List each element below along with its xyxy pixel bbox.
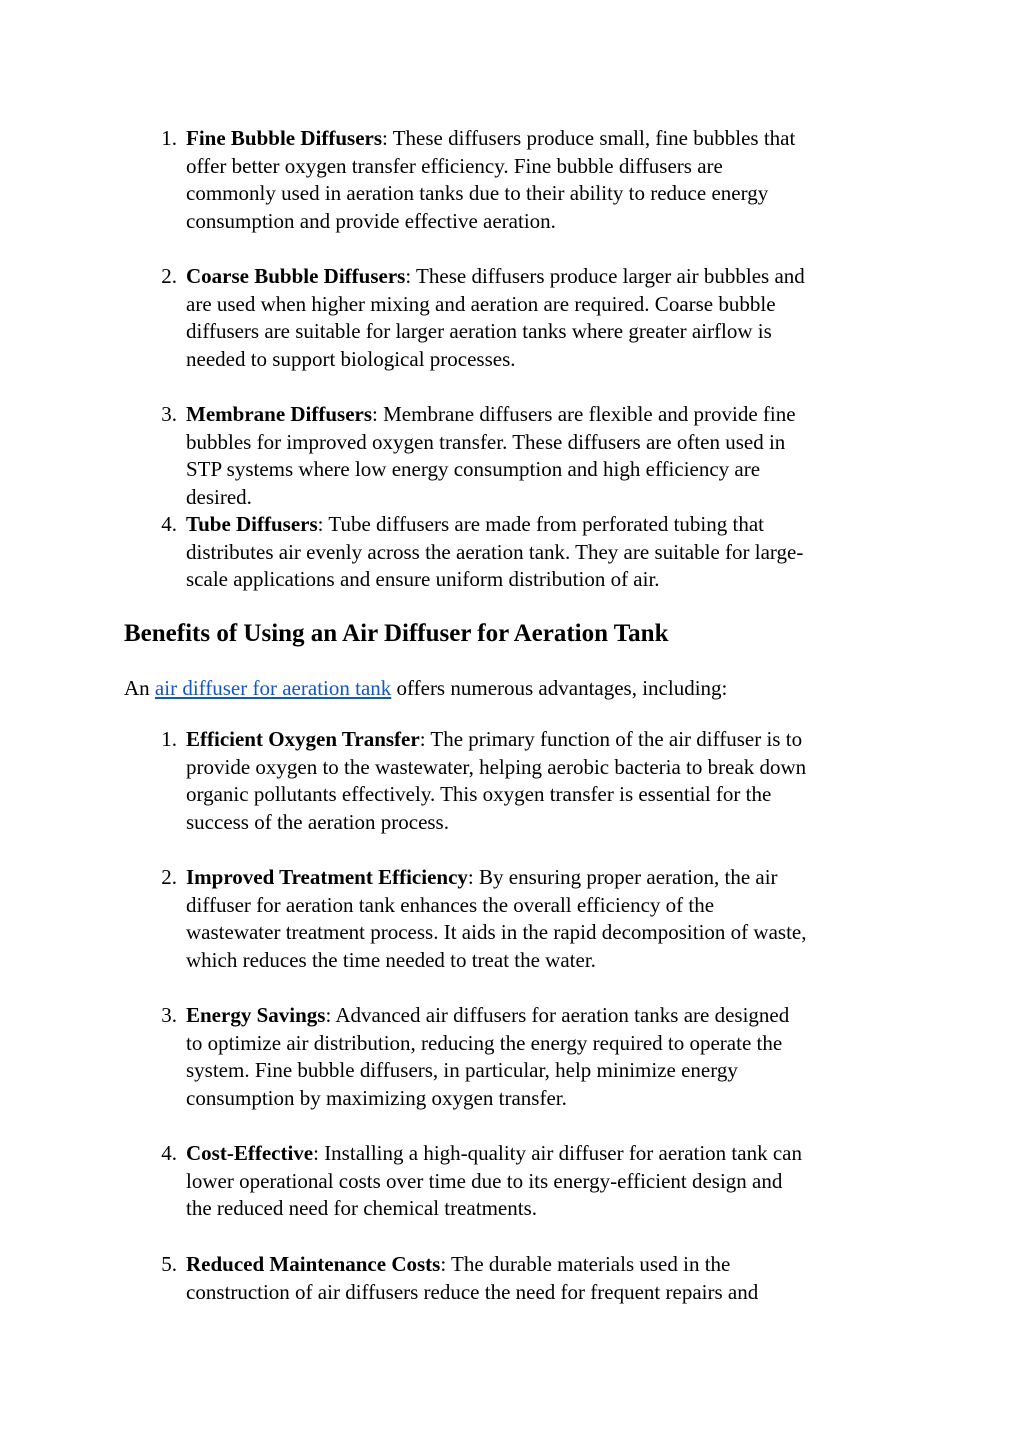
list-item-text	[186, 1251, 898, 1306]
list-item-term: Cost-Effective	[186, 1141, 314, 1165]
list-item-text	[186, 401, 898, 511]
list-item-line: : Installing a high-quality air diffuser for aeration tank can	[313, 1141, 802, 1165]
list-item-line: diffusers are suitable for larger aeration tanks where greater airflow is	[186, 319, 772, 344]
list-item-line: system. Fine bubble diffusers, in particular, help minimize energy	[186, 1058, 738, 1083]
list-number: 3.	[161, 1003, 177, 1027]
list-item-line: : Membrane diffusers are flexible and provide fine	[372, 402, 796, 426]
intro-prefix: An	[124, 676, 155, 700]
list-item-line: consumption and provide effective aeration.	[186, 208, 556, 233]
list-item-line: construction of air diffusers reduce the need for frequent repairs and	[186, 1279, 759, 1304]
list-item-line: : Tube diffusers are made from perforated tubing that	[317, 512, 765, 536]
list-item-line: STP systems where low energy consumption and high efficiency are	[186, 457, 761, 482]
list-item-line: consumption by maximizing oxygen transfer.	[186, 1085, 567, 1110]
list-number: 4.	[161, 512, 177, 536]
list-item-term: Tube Diffusers	[186, 512, 318, 536]
list-item-line: wastewater treatment process. It aids in the rapid decomposition of waste,	[186, 920, 807, 945]
list-item-line: distributes air evenly across the aeration tank. They are suitable for large-	[186, 539, 804, 564]
list-item-term: Reduced Maintenance Costs	[186, 1252, 441, 1276]
list-number: 2.	[161, 264, 177, 288]
list-number: 1.	[161, 126, 177, 150]
list-item-line: : The primary function of the air diffuser is to	[419, 727, 803, 751]
list-item-line: provide oxygen to the wastewater, helping aerobic bacteria to break down	[186, 754, 807, 779]
list-item-text	[186, 511, 898, 594]
list-item-line: diffuser for aeration tank enhances the overall efficiency of the	[186, 892, 715, 917]
list-item-term: Membrane Diffusers	[186, 402, 373, 426]
list-item-term: Efficient Oxygen Transfer	[186, 727, 420, 751]
list-item-line: are used when higher mixing and aeration are required. Coarse bubble	[186, 291, 776, 316]
list-item-term: Coarse Bubble Diffusers	[186, 264, 406, 288]
list-item-line: which reduces the time needed to treat the water.	[186, 947, 596, 972]
list-item-text	[186, 1140, 898, 1223]
list-item-line: : The durable materials used in the	[440, 1252, 731, 1276]
list-number: 3.	[161, 402, 177, 426]
list-item-line: offer better oxygen transfer efficiency. Fine bubble diffusers are	[186, 153, 723, 178]
list-item-line: organic pollutants effectively. This oxygen transfer is essential for the	[186, 782, 772, 807]
list-item-text	[186, 125, 898, 235]
list-item-line: scale applications and ensure uniform distribution of air.	[186, 567, 660, 592]
list-number: 1.	[161, 727, 177, 751]
list-item-line: : By ensuring proper aeration, the air	[467, 865, 778, 889]
list-number: 2.	[161, 865, 177, 889]
list-item-line: commonly used in aeration tanks due to their ability to reduce energy	[186, 181, 769, 206]
intro-suffix: offers numerous advantages, including:	[391, 676, 728, 700]
list-item-line: : These diffusers produce small, fine bubbles that	[382, 126, 796, 150]
list-item-text	[186, 1002, 898, 1112]
list-item-term: Energy Savings	[186, 1003, 326, 1027]
list-number: 4.	[161, 1141, 177, 1165]
section-heading: Benefits of Using an Air Diffuser for Aeration Tank	[124, 620, 669, 647]
list-item-term: Fine Bubble Diffusers	[186, 126, 383, 150]
list-item-term: Improved Treatment Efficiency	[186, 865, 468, 889]
list-item-text	[186, 864, 898, 974]
list-item-line: : These diffusers produce larger air bubbles and	[405, 264, 805, 288]
list-item-line: the reduced need for chemical treatments.	[186, 1196, 537, 1221]
list-item-line: success of the aeration process.	[186, 809, 449, 834]
list-item-text	[186, 263, 898, 373]
list-item-line: bubbles for improved oxygen transfer. These diffusers are often used in	[186, 429, 786, 454]
list-number: 5.	[161, 1252, 177, 1276]
list-item-text	[186, 726, 898, 836]
list-item-line: needed to support biological processes.	[186, 346, 516, 371]
air-diffuser-link[interactable]: air diffuser for aeration tank	[154, 676, 392, 700]
intro-paragraph	[124, 674, 727, 702]
list-item-line: lower operational costs over time due to its energy-efficient design and	[186, 1168, 783, 1193]
list-item-line: : Advanced air diffusers for aeration tanks are designed	[325, 1003, 790, 1027]
list-item-line: desired.	[186, 484, 252, 509]
list-item-line: to optimize air distribution, reducing the energy required to operate the	[186, 1030, 783, 1055]
